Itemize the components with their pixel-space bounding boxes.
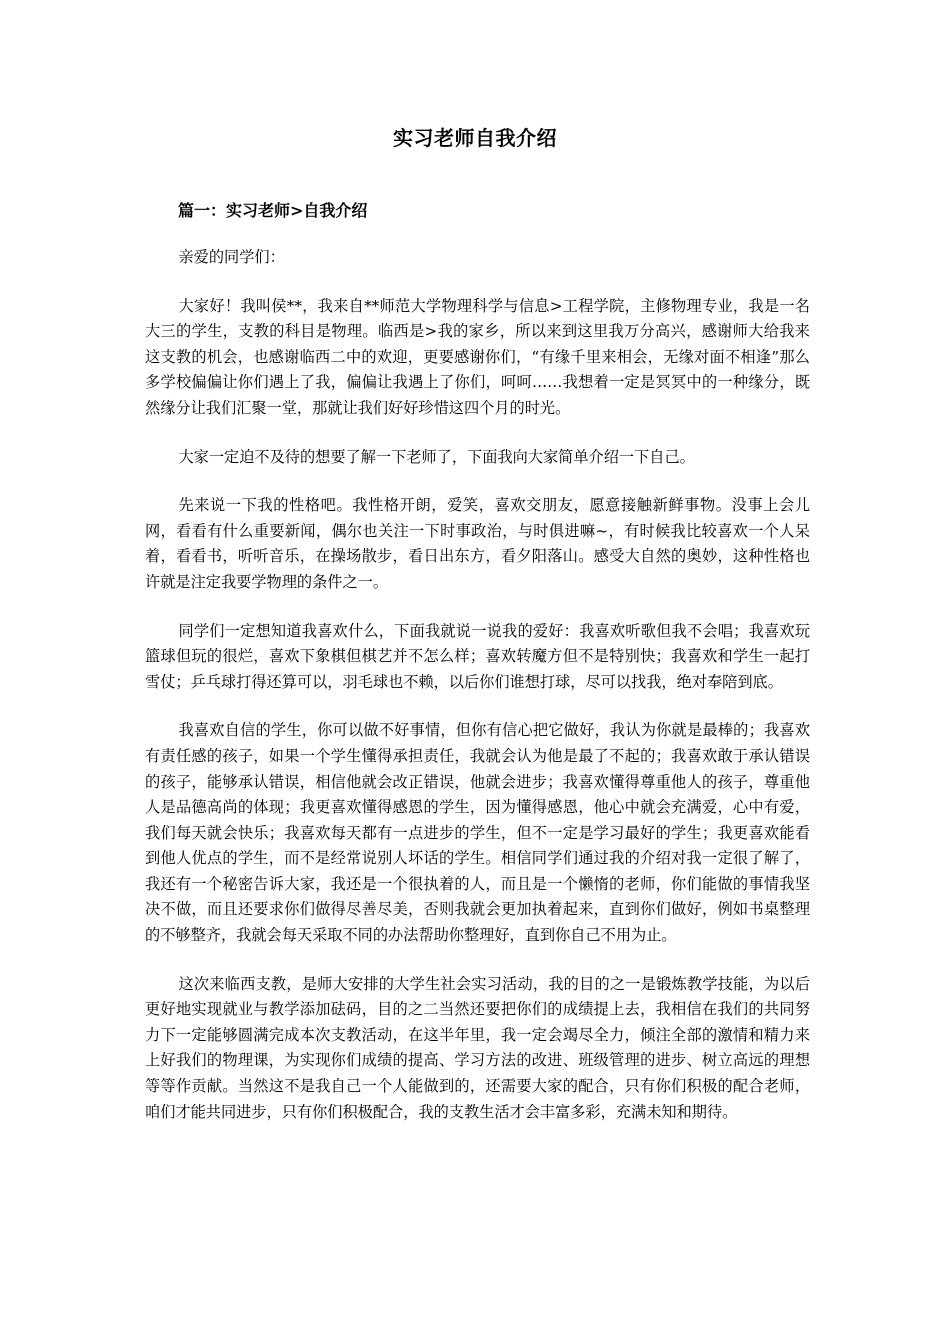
preferred-students-paragraph: 我喜欢自信的学生，你可以做不好事情，但你有信心把它做好，我认为你就是最棒的；我喜欢有责任感的孩子，如果一个学生懂得承担责任，我就会认为他是最了不起的；我喜欢敢于承认错误的孩子，能够承认错误，相信他就会改正错误，他就会进步；我喜欢懂得尊重他人的孩子，尊重他人是品德高尚的体现；我更喜欢懂得感恩的学生，因为懂得感恩，他心中就会充满爱，心中有爱，我们每天就会快乐；我喜欢每天都有一点进步的学生，但不一定是学习最好的学生；我更喜欢能看到他人优点的学生，而不是经常说别人坏话的学生。相信同学们通过我的介绍对我一定很了解了，我还有一个秘密告诉大家，我还是一个很执着的人，而且是一个懒惰的老师，你们能做的事情我坚决不做，而且还要求你们做得尽善尽美，否则我就会更加执着起来，直到你们做好，例如书桌整理的不够整齐，我就会每天采取不同的办法帮助你整理好，直到你自己不用为止。 [145, 721, 810, 945]
section-heading: 篇一：实习老师>自我介绍 [178, 201, 368, 220]
document-body [145, 245, 810, 1148]
goals-paragraph: 这次来临西支教，是师大安排的大学生社会实习活动，我的目的之一是锻炼教学技能，为以后更好地实现就业与教学添加砝码，目的之二当然还要把你们的成绩提上去，我相信在我们的共同努力下一定能够圆满完成本次支教活动，在这半年里，我一定会竭尽全力，倾注全部的激情和精力来上好我们的物理课，为实现你们成绩的提高、学习方法的改进、班级管理的进步、树立高远的理想等等作贡献。当然这不是我自己一个人能做到的，还需要大家的配合，只有你们积极的配合老师，咱们才能共同进步，只有你们积极配合，我的支教生活才会丰富多彩，充满未知和期待。 [145, 974, 810, 1121]
hobbies-paragraph: 同学们一定想知道我喜欢什么，下面我就说一说我的爱好：我喜欢听歌但我不会唱；我喜欢玩篮球但玩的很烂，喜欢下象棋但棋艺并不怎么样；喜欢转魔方但不是特别快；我喜欢和学生一起打雪仗；乒乓球打得还算可以，羽毛球也不赖，以后你们谁想打球，尽可以找我，绝对奉陪到底。 [145, 621, 810, 691]
document-title: 实习老师自我介绍 [393, 126, 557, 150]
intro-paragraph: 大家好！我叫侯**，我来自**师范大学物理科学与信息>工程学院，主修物理专业，我是一名大三的学生，支教的科目是物理。临西是>我的家乡，所以来到这里我万分高兴，感谢师大给我来这支教的机会，也感谢临西二中的欢迎，更要感谢你们，“有缘千里来相会，无缘对面不相逢”那么多学校偏偏让你们遇上了我，偏偏让我遇上了你们，呵呵……我想着一定是冥冥中的一种缘分，既然缘分让我们汇聚一堂，那就让我们好好珍惜这四个月的时光。 [145, 296, 810, 417]
salutation-paragraph: 亲爱的同学们： [178, 248, 285, 266]
transition-paragraph: 大家一定迫不及待的想要了解一下老师了，下面我向大家简单介绍一下自己。 [178, 447, 695, 466]
personality-paragraph: 先来说一下我的性格吧。我性格开朗，爱笑，喜欢交朋友，愿意接触新鲜事物。没事上会儿网，看看有什么重要新闻，偶尔也关注一下时事政治，与时俱进嘛~，有时候我比较喜欢一个人呆着，看看书，听听音乐，在操场散步，看日出东方，看夕阳落山。感受大自然的奥妙，这种性格也许就是注定我要学物理的条件之一。 [145, 496, 810, 591]
